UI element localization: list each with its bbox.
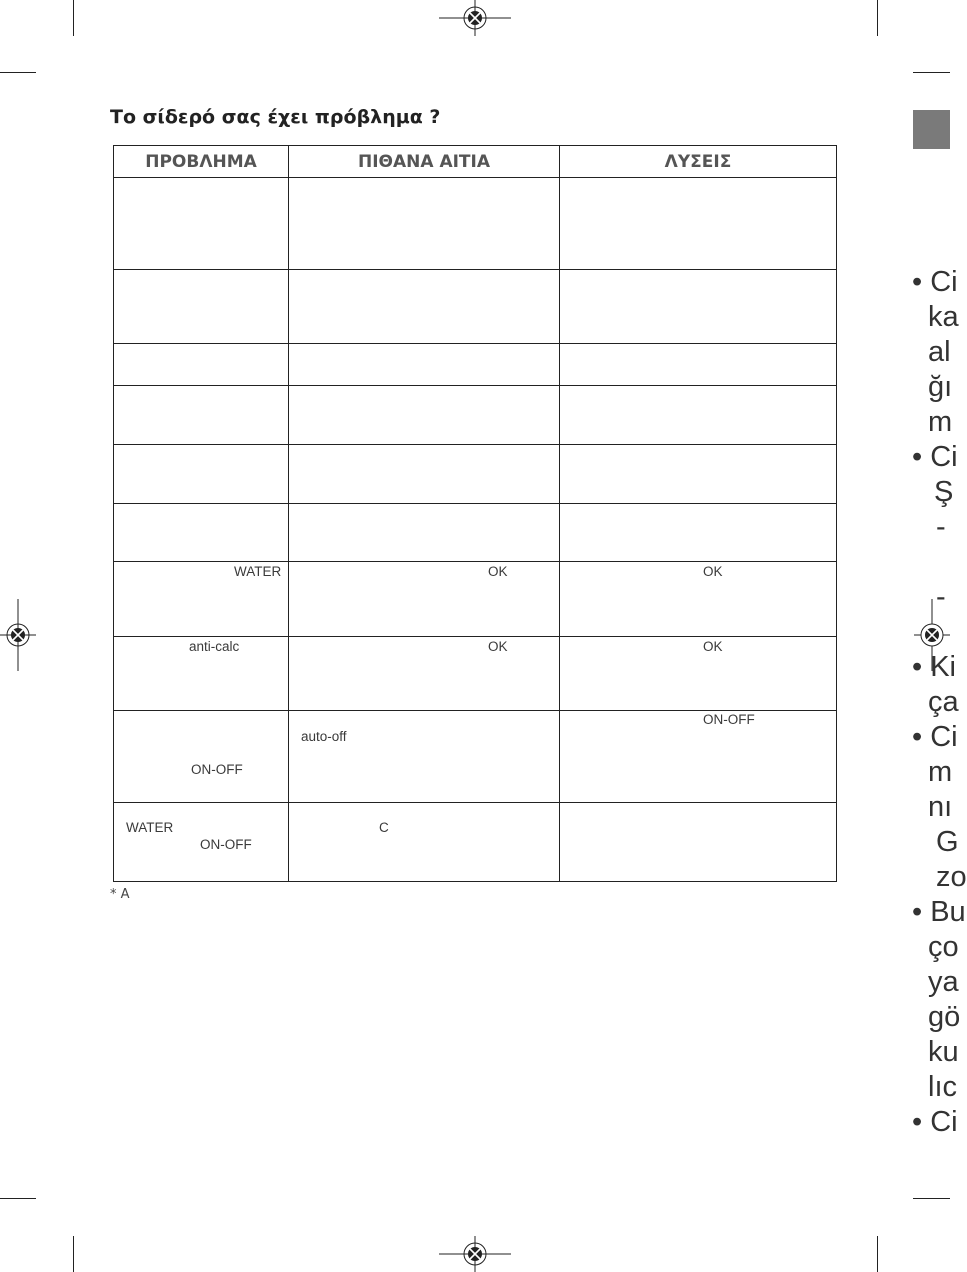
side-line: nı <box>928 791 953 823</box>
page-title: Το σίδερό σας έχει πρόβλημα ? <box>110 106 441 128</box>
crop-mark-bottom-left-v <box>73 1236 74 1272</box>
side-line: ka <box>928 301 959 333</box>
cause-text: OK <box>488 564 508 579</box>
side-line: ço <box>928 931 959 963</box>
side-line: • Ci <box>912 1106 958 1138</box>
side-line: - <box>936 581 946 613</box>
table-row <box>114 178 837 270</box>
solution-cell <box>560 562 837 637</box>
table-row <box>114 637 837 711</box>
cause-text: auto-off <box>301 729 347 744</box>
crop-mark-top-right-h <box>913 72 950 73</box>
registration-mark-top <box>439 0 511 36</box>
side-line: • Ci <box>912 721 958 753</box>
solution-cell <box>560 386 837 445</box>
cause-cell <box>289 344 560 386</box>
problem-cell <box>114 562 289 637</box>
problem-cell <box>114 445 289 504</box>
header-cause: ΠΙΘΑΝΑ ΑΙΤΙΑ <box>289 146 560 178</box>
table-header-row <box>114 146 837 178</box>
side-line: ya <box>928 966 959 998</box>
problem-text: anti-calc <box>189 639 240 654</box>
cause-cell <box>289 711 560 803</box>
side-line: Ş <box>934 476 954 508</box>
solution-text: ON-OFF <box>703 712 755 727</box>
problem-text: WATER <box>234 564 282 579</box>
table-row <box>114 344 837 386</box>
problem-cell <box>114 803 289 882</box>
registration-mark-left <box>0 599 36 671</box>
crop-mark-top-left-v <box>73 0 74 36</box>
cause-text: C <box>379 820 389 835</box>
table-row <box>114 504 837 562</box>
cause-cell <box>289 637 560 711</box>
crop-mark-bottom-left-h <box>0 1198 36 1199</box>
table-row <box>114 803 837 882</box>
side-line: ku <box>928 1036 959 1068</box>
crop-mark-bottom-right-h <box>913 1198 950 1199</box>
cause-cell <box>289 803 560 882</box>
crop-mark-bottom-right-v <box>877 1236 878 1272</box>
solution-cell <box>560 803 837 882</box>
section-tab <box>913 110 950 149</box>
side-line: • Ci <box>912 266 958 298</box>
solution-text: OK <box>703 639 723 654</box>
solution-text: OK <box>703 564 723 579</box>
cause-cell <box>289 562 560 637</box>
solution-cell <box>560 344 837 386</box>
side-line: al <box>928 336 951 368</box>
problem-cell <box>114 711 289 803</box>
side-line: zo <box>936 861 967 893</box>
side-line: m <box>928 756 953 788</box>
solution-cell <box>560 711 837 803</box>
problem-cell <box>114 386 289 445</box>
side-line: - <box>936 511 946 543</box>
side-line: ça <box>928 686 959 718</box>
cause-cell <box>289 386 560 445</box>
side-line: m <box>928 406 953 438</box>
problem-cell <box>114 504 289 562</box>
table-row <box>114 445 837 504</box>
crop-mark-top-right-v <box>877 0 878 36</box>
side-line: • Bu <box>912 896 966 928</box>
solution-cell <box>560 270 837 344</box>
problem-text: WATER <box>126 820 174 835</box>
problem-cell <box>114 344 289 386</box>
side-line: • Ci <box>912 441 958 473</box>
troubleshooting-table <box>113 145 837 882</box>
problem-text: ON-OFF <box>191 762 243 777</box>
cause-cell <box>289 504 560 562</box>
side-line: • Ki <box>912 651 956 683</box>
header-solution: ΛΥΣΕΙΣ <box>560 146 837 178</box>
problem-cell <box>114 178 289 270</box>
solution-cell <box>560 637 837 711</box>
table-row <box>114 562 837 637</box>
cause-cell <box>289 445 560 504</box>
side-line: lıc <box>928 1071 957 1103</box>
footnote: * A <box>110 887 130 902</box>
registration-mark-bottom <box>439 1236 511 1272</box>
solution-cell <box>560 445 837 504</box>
adjacent-page-fragment <box>912 266 967 1148</box>
table-row <box>114 386 837 445</box>
cause-cell <box>289 178 560 270</box>
cause-text: OK <box>488 639 508 654</box>
side-line: ğı <box>928 371 953 403</box>
side-line: gö <box>928 1001 961 1033</box>
solution-cell <box>560 504 837 562</box>
solution-cell <box>560 178 837 270</box>
problem-cell <box>114 637 289 711</box>
cause-cell <box>289 270 560 344</box>
crop-mark-top-left-h <box>0 72 36 73</box>
table-row <box>114 270 837 344</box>
problem-cell <box>114 270 289 344</box>
registration-mark-right <box>914 599 950 671</box>
table-row <box>114 711 837 803</box>
header-problem: ΠΡΟΒΛΗΜΑ <box>114 146 289 178</box>
side-line: G <box>936 826 959 858</box>
problem-text: ON-OFF <box>200 837 252 852</box>
